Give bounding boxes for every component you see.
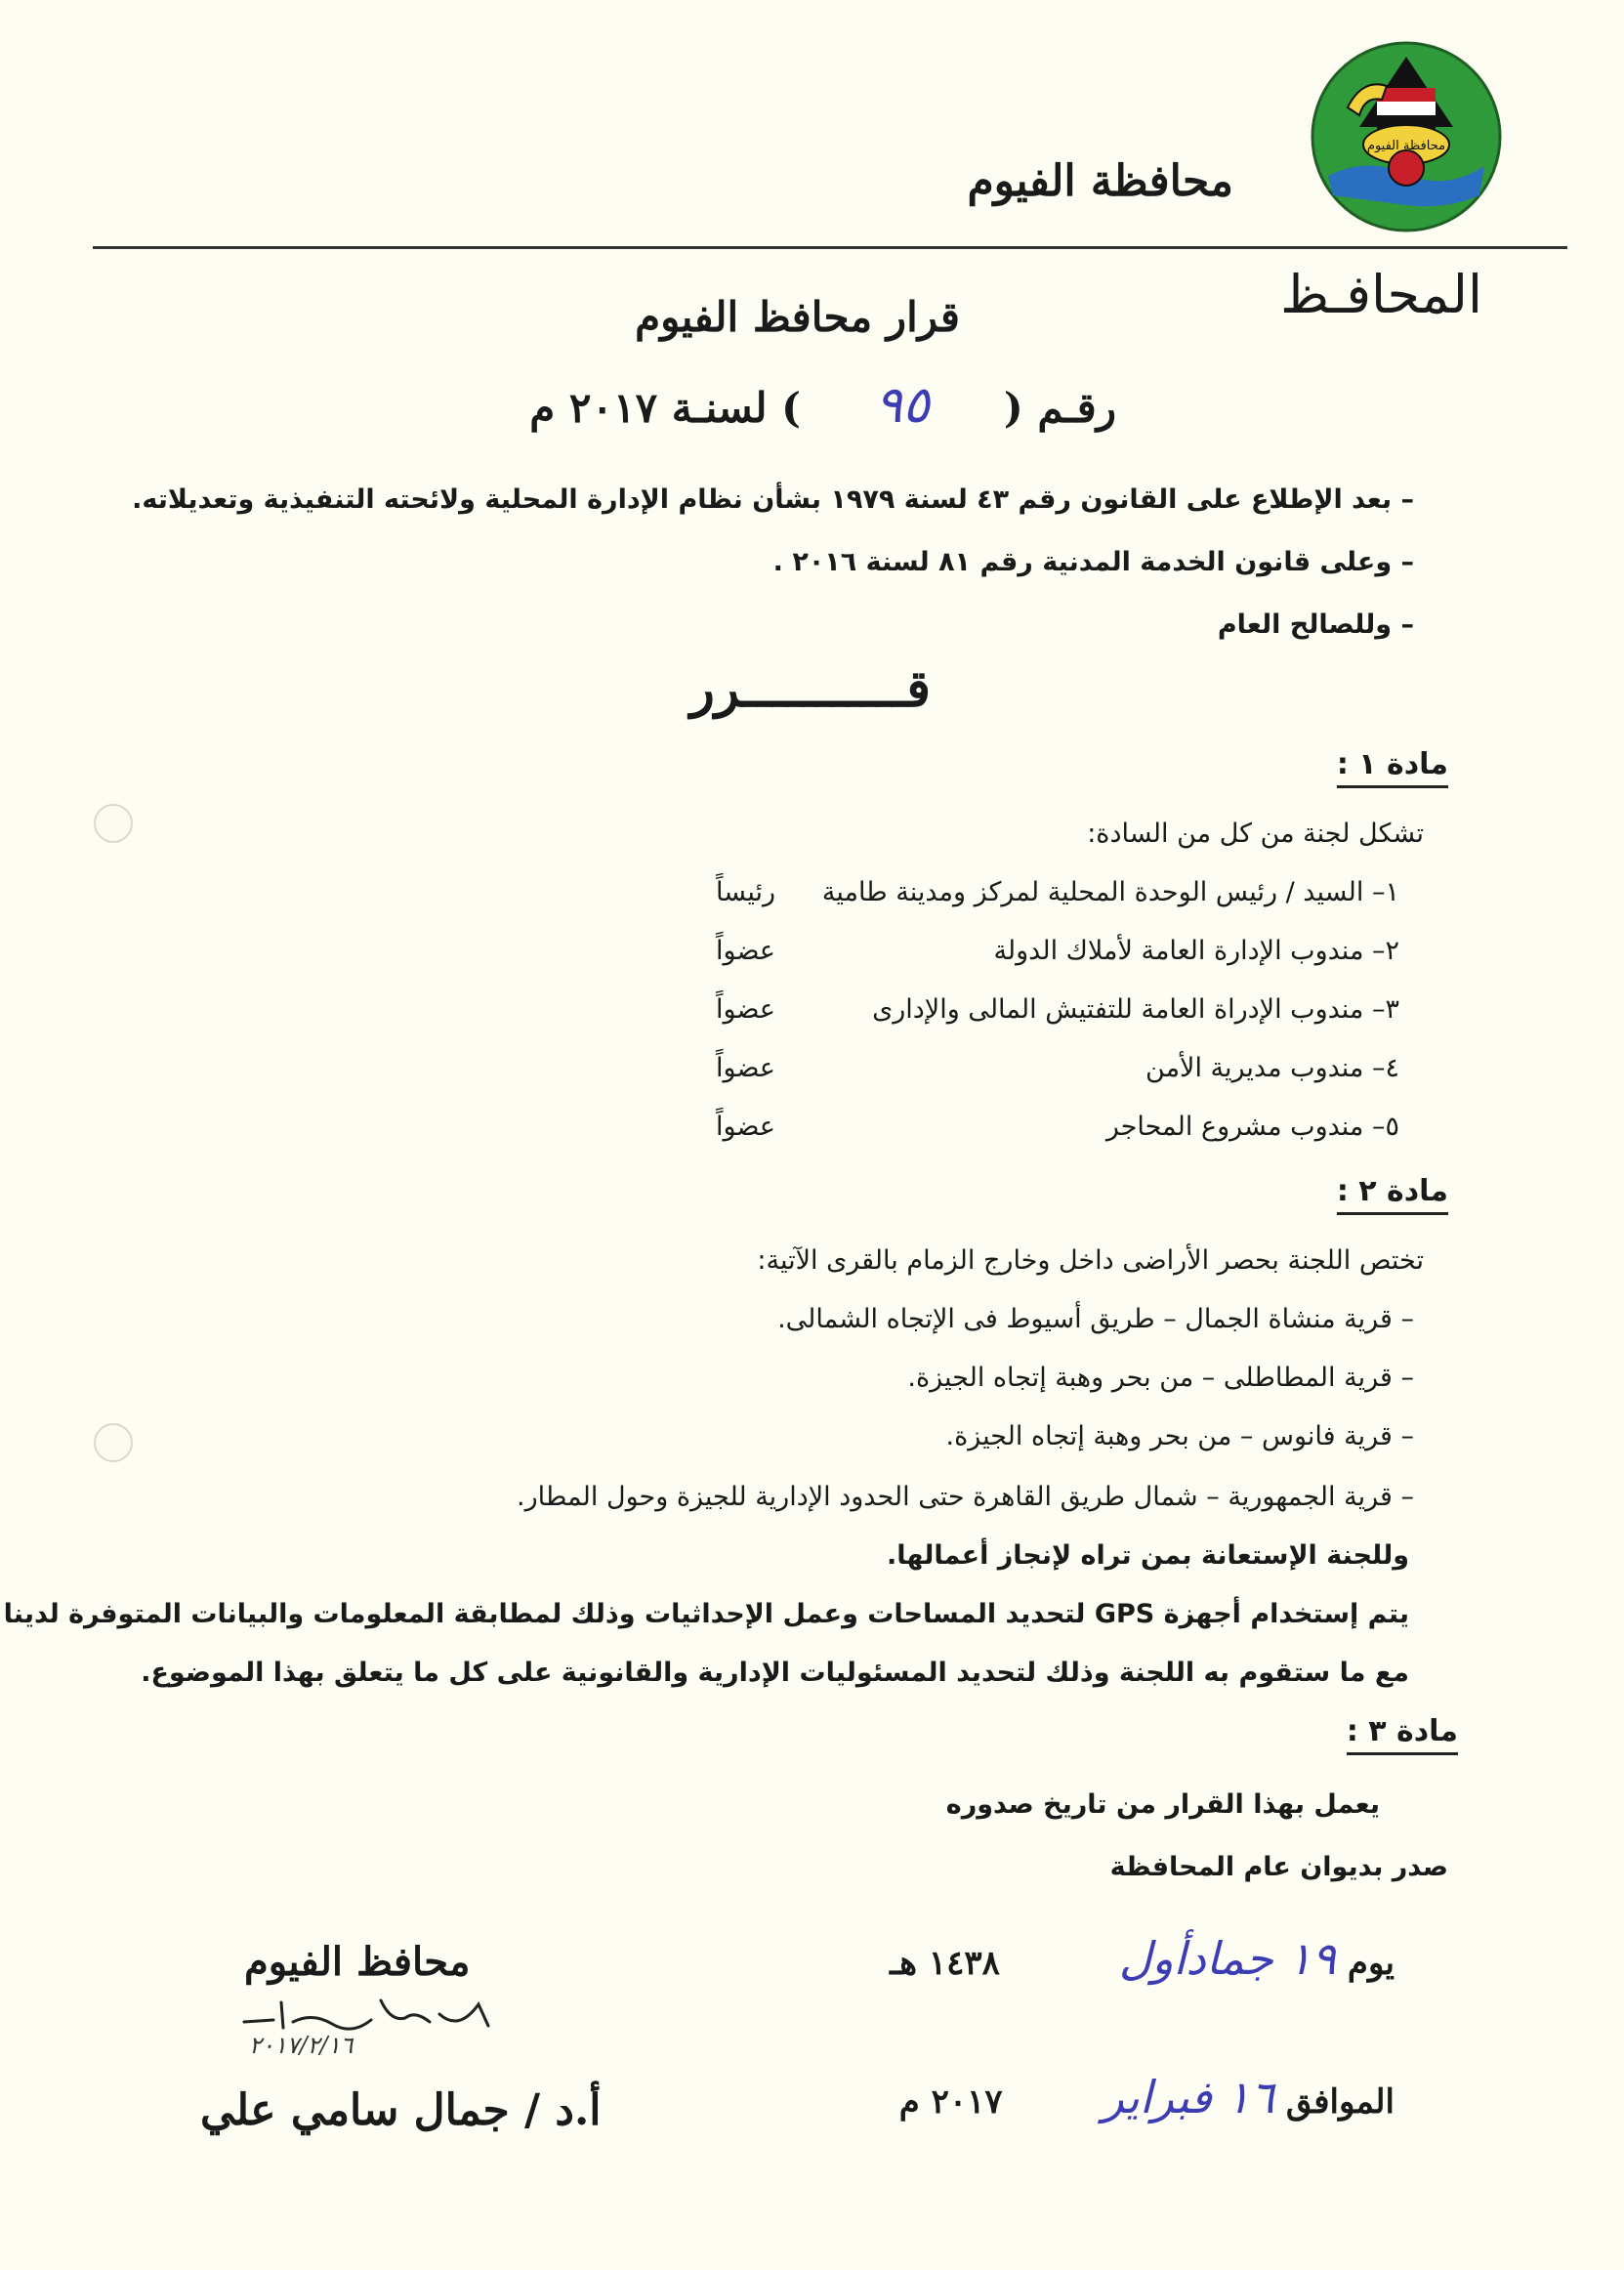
signatory-name: أ.د / جمال سامي علي [200, 2085, 602, 2135]
decree-number-line [529, 376, 1116, 435]
governorate-name: محافظة الفيوم [967, 156, 1233, 206]
day-label: يوم [1347, 1944, 1395, 1983]
effective-clause: يعمل بهذا القرار من تاريخ صدوره [945, 1789, 1380, 1820]
member-name: ٢– مندوب الإدارة العامة لأملاك الدولة [993, 936, 1399, 966]
member-name: ٤– مندوب مديرية الأمن [1145, 1053, 1399, 1083]
committee-member [706, 1053, 1399, 1083]
logo-text: محافظة الفيوم [1366, 139, 1446, 153]
gregorian-date [899, 2071, 1395, 2123]
member-name: ٥– مندوب مشروع المحاجر [1105, 1112, 1399, 1142]
member-role: رئيساً [716, 877, 776, 907]
punch-hole-bottom [94, 1423, 133, 1462]
gregorian-year: ٢٠١٧ م [898, 2082, 1003, 2122]
article-1-heading: مادة ١ : [1337, 747, 1448, 788]
village-item: – قرية المطاطلى – من بحر وهبة إتجاه الجيزة. [907, 1363, 1414, 1393]
preamble-line: – بعد الإطلاع على القانون رقم ٤٣ لسنة ١٩٧٩ بشأن نظام الإدارة المحلية ولائحته التنفيذية وتعديلاته. [132, 484, 1414, 515]
gps-clause-line-2: مع ما ستقوم به اللجنة وذلك لتحديد المسئوليات الإدارية والقانونية على كل ما يتعلق بهذا الموضوع. [141, 1658, 1409, 1688]
article-3-heading: مادة ٣ : [1347, 1714, 1458, 1755]
article-1-intro: تشكل لجنة من كل من السادة: [1087, 819, 1424, 849]
decree-title: قرار محافظ الفيوم [635, 293, 960, 341]
issued-clause: صدر بديوان عام المحافظة [1109, 1852, 1448, 1882]
punch-hole-top [94, 804, 133, 843]
signatory-title: محافظ الفيوم [244, 1939, 471, 1985]
header-divider [93, 246, 1567, 249]
member-name: ٣– مندوب الإدراة العامة للتفتيش المالى والإدارى [872, 994, 1399, 1025]
member-role: عضواً [716, 936, 775, 966]
preamble [132, 469, 1414, 656]
decree-number-handwritten: ٩٥ [875, 376, 930, 435]
decree-year: ) لسنـة ٢٠١٧ م [529, 384, 802, 432]
village-item: – قرية فانوس – من بحر وهبة إتجاه الجيزة. [945, 1421, 1414, 1451]
preamble-line: – وعلى قانون الخدمة المدنية رقم ٨١ لسنة ٢٠١٦ . [772, 547, 1414, 577]
member-name: ١– السيد / رئيس الوحدة المحلية لمركز ومدينة طامية [821, 877, 1399, 907]
hijri-date [890, 1932, 1395, 1985]
member-role: عضواً [716, 994, 775, 1025]
logo-emblem-icon [1309, 39, 1504, 234]
hijri-date-handwritten: ١٩ جمادأول [1118, 1932, 1336, 1985]
article-2-heading: مادة ٢ : [1337, 1174, 1448, 1215]
committee-member [706, 936, 1399, 966]
village-item: – قرية منشاة الجمال – طريق أسيوط فى الإتجاه الشمالى. [777, 1304, 1414, 1334]
committee-member [706, 877, 1399, 907]
gps-clause-line-1: يتم إستخدام أجهزة GPS لتحديد المساحات وعمل الإحداثيات وذلك لمطابقة المعلومات والبيانات المتوفرة لدينا [3, 1599, 1409, 1629]
number-label: رقـم ( [1003, 384, 1116, 432]
hijri-year: ١٤٣٨ هـ [890, 1944, 1000, 1983]
gregorian-date-handwritten: ١٦ فبراير [1102, 2071, 1274, 2123]
member-role: عضواً [716, 1053, 775, 1083]
member-role: عضواً [716, 1112, 775, 1142]
committee-member [706, 994, 1399, 1025]
signature-date: ٢٠١٧/٢/١٦ [249, 2032, 354, 2059]
decides-heading: قـــــــــــرر [689, 659, 931, 719]
preamble-line: – وللصالح العام [1217, 610, 1414, 640]
assist-clause: وللجنة الإستعانة بمن تراه لإنجاز أعمالها. [887, 1540, 1409, 1571]
greg-label: الموافق [1285, 2082, 1395, 2122]
committee-member [706, 1112, 1399, 1142]
article-2-intro: تختص اللجنة بحصر الأراضى داخل وخارج الزمام بالقرى الآتية: [757, 1245, 1424, 1276]
village-item: – قرية الجمهورية – شمال طريق القاهرة حتى الحدود الإدارية للجيزة وحول المطار. [517, 1482, 1414, 1512]
governorate-logo [1309, 39, 1504, 234]
office-title: المحافـظ [1280, 264, 1482, 325]
